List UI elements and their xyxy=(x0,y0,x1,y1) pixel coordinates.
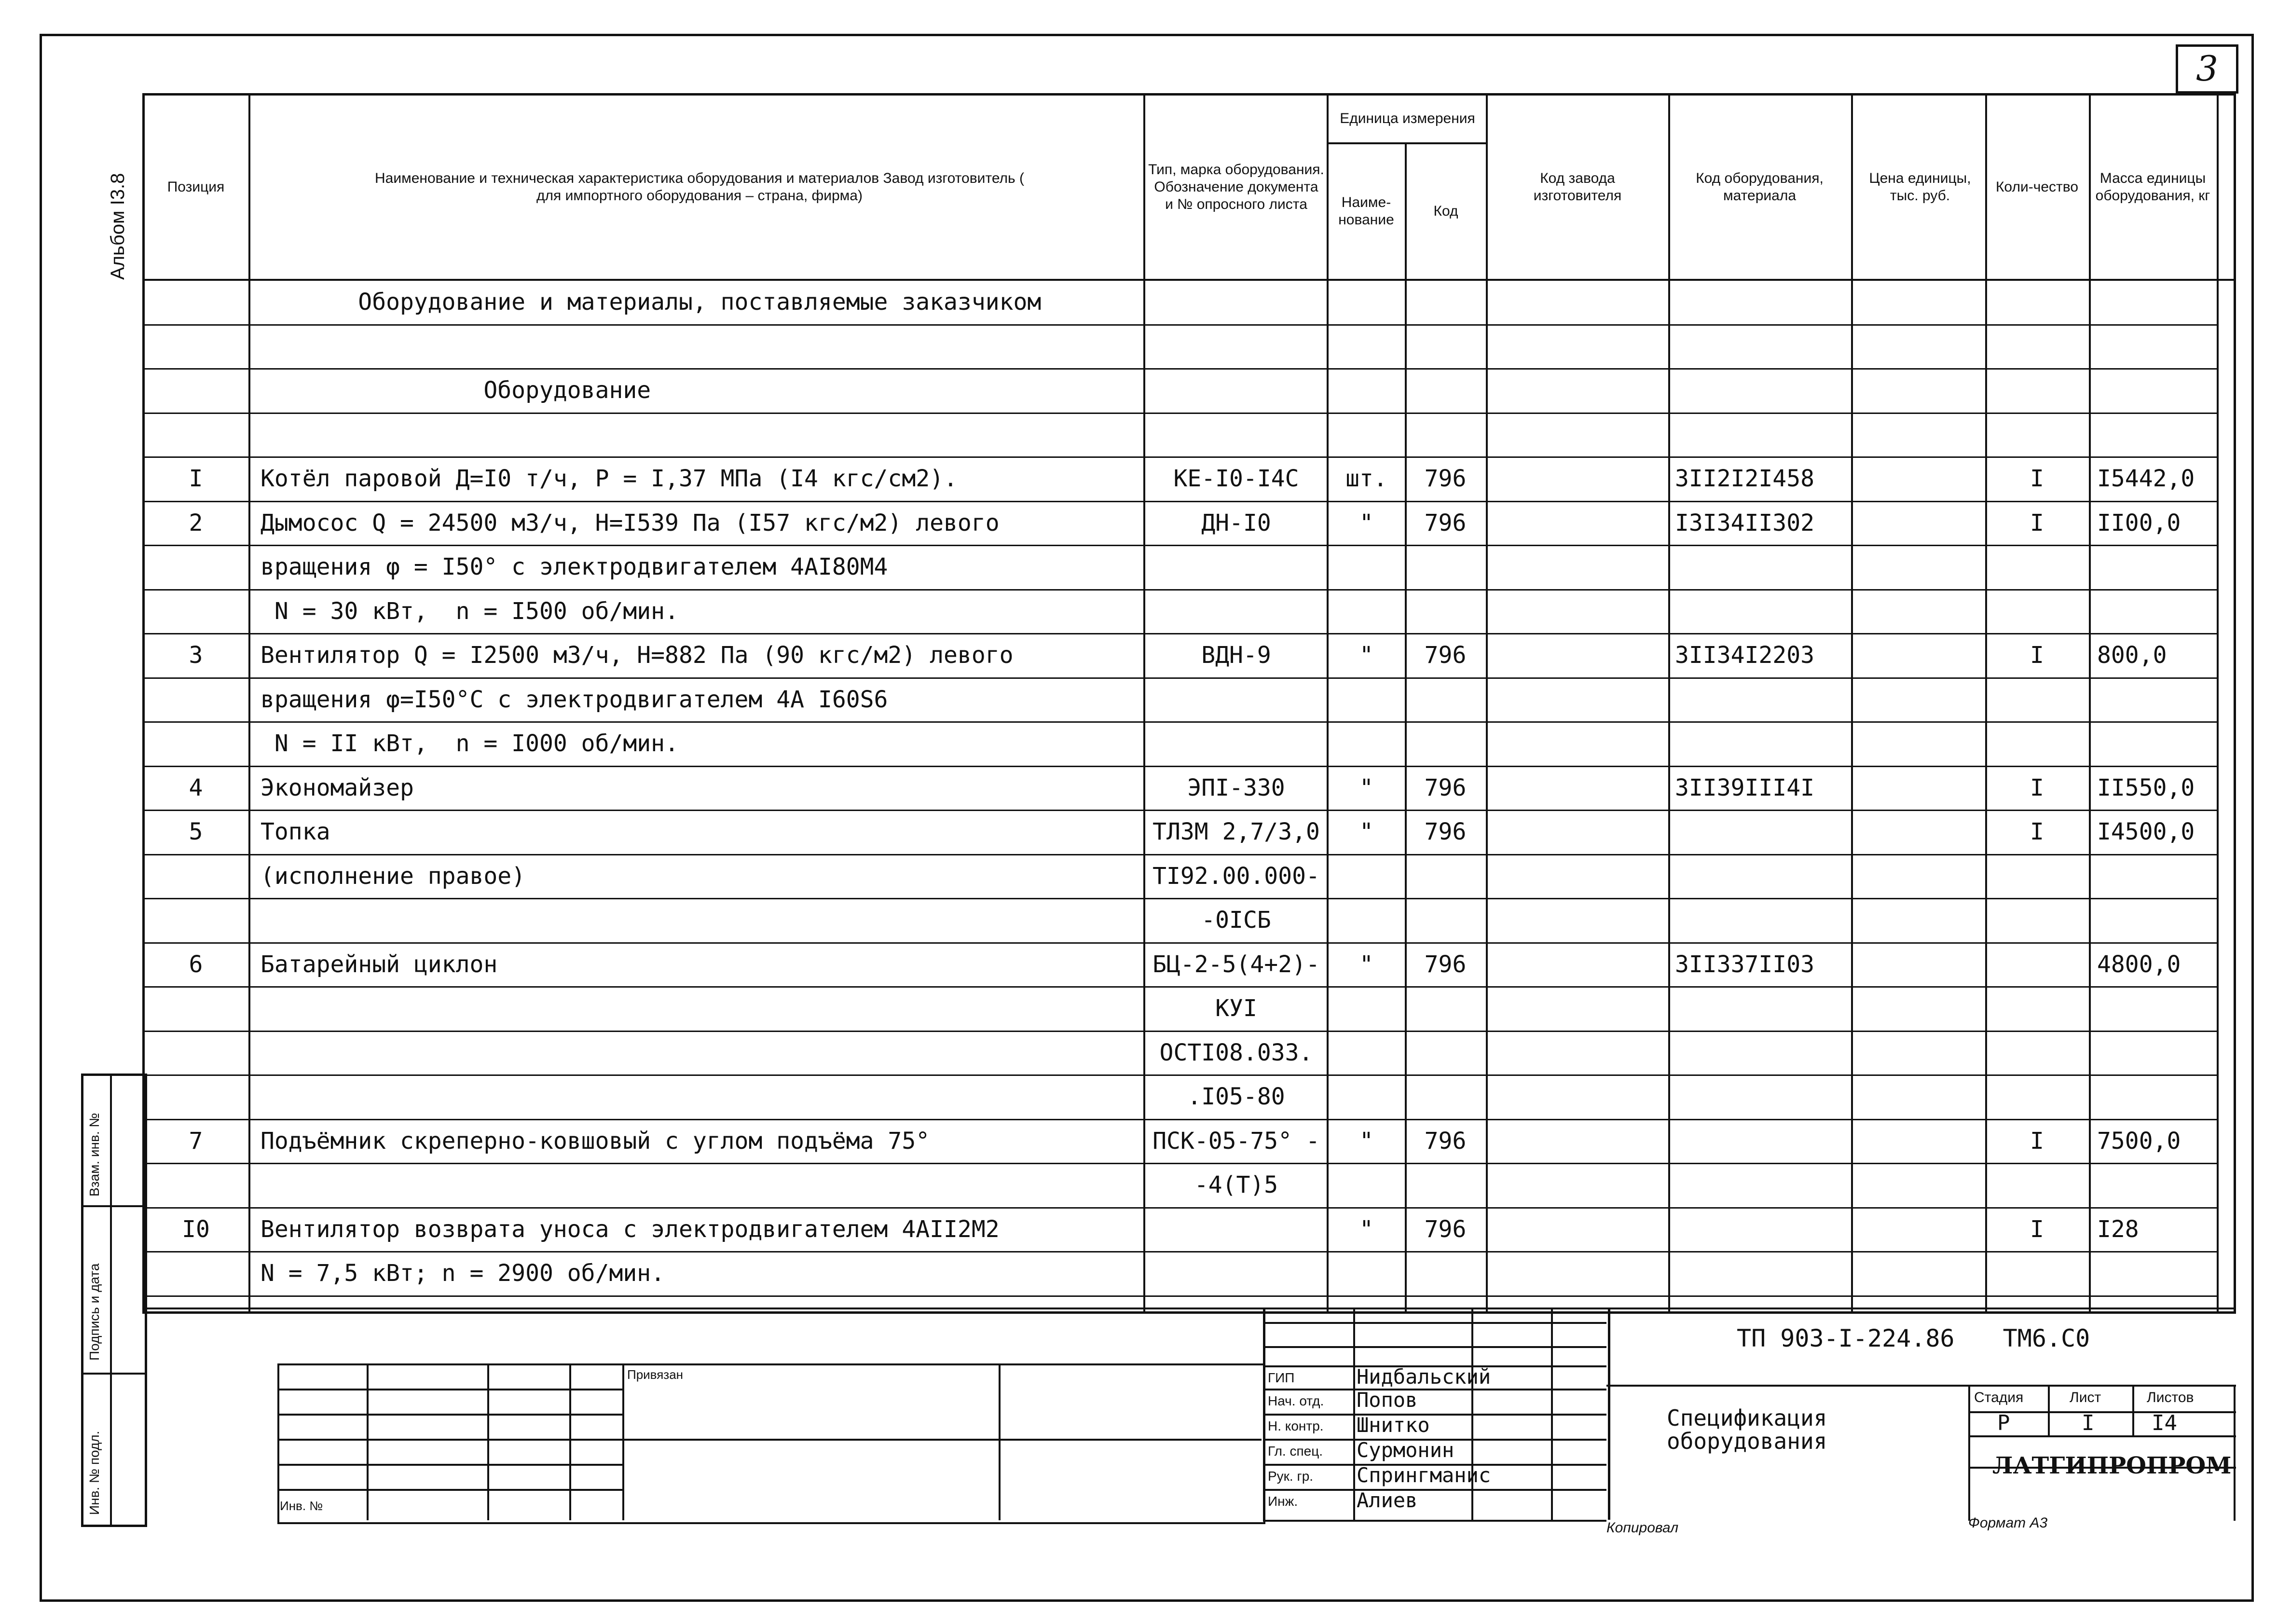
cell-un: " xyxy=(1359,774,1373,801)
stage-label: Стадия xyxy=(1974,1390,2024,1405)
header-unit-code: Код xyxy=(1433,203,1458,219)
cell-type: ОСТI08.033. xyxy=(1159,1039,1313,1066)
cell-type: ПСК-05-75° - xyxy=(1152,1127,1320,1155)
stamp-name: Сурмонин xyxy=(1357,1438,1454,1462)
album-label: Альбом I3.8 xyxy=(107,173,128,280)
revision-block xyxy=(277,1363,1265,1524)
organization: ЛАТГИПРОПРОМ xyxy=(1992,1452,2232,1479)
header-type: Тип, марка оборудования. Обозначение документа и № опросного листа xyxy=(1148,161,1324,212)
doc-title: Спецификация оборудования xyxy=(1667,1405,1827,1454)
stamp-role: ГИП xyxy=(1268,1370,1295,1385)
stamp-name: Спрингманис xyxy=(1357,1463,1491,1487)
privyazan-label: Привязан xyxy=(627,1367,684,1382)
cell-qty: I xyxy=(2030,1215,2044,1243)
cell-un: " xyxy=(1359,1215,1373,1243)
cell-type: ЭПI-330 xyxy=(1187,774,1285,801)
header-unit-name: Наиме-нование xyxy=(1338,194,1394,228)
stamp-name: Попов xyxy=(1357,1388,1418,1412)
doc-suffix: ТМ6.С0 xyxy=(2003,1324,2090,1352)
sheet-value: I xyxy=(2082,1411,2095,1435)
cell-name: Котёл паровой Д=I0 т/ч, Р = I,37 МПа (I4 кгс/см2). xyxy=(261,465,958,492)
header-position: Позиция xyxy=(167,179,225,195)
cell-uc: 796 xyxy=(1424,642,1467,669)
cell-type: КУI xyxy=(1215,995,1257,1022)
cell-type: КЕ-I0-I4С xyxy=(1173,465,1299,492)
cell-mass: II550,0 xyxy=(2097,774,2195,801)
cell-name: вращения φ=I50°С с электродвигателем 4А I60S6 xyxy=(261,686,888,713)
sheet-number: 3 xyxy=(2196,48,2218,89)
cell-qty: I xyxy=(2030,465,2044,492)
cell-uc: 796 xyxy=(1424,509,1467,537)
cell-qty: I xyxy=(2030,818,2044,845)
cell-type: -0IСБ xyxy=(1201,907,1271,934)
cell-mass: I4500,0 xyxy=(2097,818,2195,845)
stamp-name: Нидбальский xyxy=(1357,1365,1491,1389)
format-label: Формат А3 xyxy=(1968,1515,2048,1531)
cell-qty: I xyxy=(2030,509,2044,537)
header-unit: Единица измерения xyxy=(1340,110,1475,126)
cell-mass: I28 xyxy=(2097,1215,2139,1243)
cell-pos: 7 xyxy=(189,1127,203,1155)
cell-name: (исполнение правое) xyxy=(261,862,526,890)
cell-type: ДН-I0 xyxy=(1201,509,1271,537)
header-name: Наименование и техническая характеристика оборудования и материалов Завод изготовитель ( для импортного оборудования – страна, фирма) xyxy=(375,170,1024,204)
cell-pos: 4 xyxy=(189,774,203,801)
cell-mass: 800,0 xyxy=(2097,642,2167,669)
side-stamp-podpis: Подпись и дата xyxy=(87,1263,102,1361)
cell-un: " xyxy=(1359,950,1373,978)
cell-type: ТЛЗМ 2,7/3,0 xyxy=(1152,818,1320,845)
side-stamp-vzam: Взам. инв. № xyxy=(87,1113,102,1197)
cell-name: Экономайзер xyxy=(261,774,414,801)
cell-mass: I5442,0 xyxy=(2097,465,2195,492)
cell-ec: 3II337II03 xyxy=(1675,950,1814,978)
cell-name: N = II кВт, n = I000 об/мин. xyxy=(261,730,679,757)
stamp-role: Инж. xyxy=(1268,1494,1298,1509)
header-mass: Масса единицы оборудования, кг xyxy=(2095,170,2210,204)
cell-mass: 7500,0 xyxy=(2097,1127,2181,1155)
cell-uc: 796 xyxy=(1424,465,1467,492)
cell-name: вращения φ = I50° с электродвигателем 4АI80М4 xyxy=(261,553,888,580)
cell-ec: 3II34I2203 xyxy=(1675,642,1814,669)
cell-name: N = 7,5 кВт; n = 2900 об/мин. xyxy=(261,1260,665,1287)
cell-pos: I xyxy=(189,465,203,492)
cell-type: БЦ-2-5(4+2)- xyxy=(1152,950,1320,978)
cell-mass: II00,0 xyxy=(2097,509,2181,537)
cell-un: " xyxy=(1359,1127,1373,1155)
stamp-role: Рук. гр. xyxy=(1268,1469,1314,1484)
cell-type: -4(Т)5 xyxy=(1194,1171,1278,1198)
cell-un: " xyxy=(1359,642,1373,669)
cell-mass: 4800,0 xyxy=(2097,950,2181,978)
cell-qty: I xyxy=(2030,1127,2044,1155)
cell-name: N = 30 кВт, n = I500 об/мин. xyxy=(261,597,679,625)
sheet-label: Лист xyxy=(2070,1390,2101,1405)
inv-no-label: Инв. № xyxy=(280,1499,323,1513)
cell-uc: 796 xyxy=(1424,818,1467,845)
cell-un: " xyxy=(1359,818,1373,845)
stage-value: Р xyxy=(1997,1411,2010,1435)
stamp-name: Шнитко xyxy=(1357,1413,1430,1437)
cell-pos: 6 xyxy=(189,950,203,978)
stamp-role: Н. контр. xyxy=(1268,1418,1324,1433)
copied-label: Копировал xyxy=(1606,1520,1679,1536)
side-stamp-inv-podl: Инв. № подл. xyxy=(87,1431,102,1515)
cell-pos: 3 xyxy=(189,642,203,669)
sheets-label: Листов xyxy=(2147,1390,2194,1405)
cell-type: ВДН-9 xyxy=(1201,642,1271,669)
cell-pos: I0 xyxy=(182,1215,210,1243)
header-equip-code: Код оборудования, материала xyxy=(1696,170,1824,204)
cell-ec: 3II39III4I xyxy=(1675,774,1814,801)
cell-un: " xyxy=(1359,509,1373,537)
cell-name: Вентилятор Q = I2500 м3/ч, Н=882 Па (90 кгс/м2) левого xyxy=(261,642,1014,669)
stamp-role: Гл. спец. xyxy=(1268,1444,1323,1459)
header-price: Цена единицы, тыс. руб. xyxy=(1869,170,1971,204)
cell-name: Топка xyxy=(261,818,330,845)
cell-name: Оборудование и материалы, поставляемые заказчиком xyxy=(261,289,1042,316)
stamp-name: Алиев xyxy=(1357,1488,1418,1512)
cell-name: Батарейный циклон xyxy=(261,950,498,978)
cell-ec: 3II2I2I458 xyxy=(1675,465,1814,492)
cell-uc: 796 xyxy=(1424,950,1467,978)
header-qty: Коли-чество xyxy=(1995,179,2079,195)
cell-uc: 796 xyxy=(1424,1215,1467,1243)
cell-pos: 5 xyxy=(189,818,203,845)
doc-code-text: ТП 903-I-224.86 xyxy=(1737,1324,1955,1352)
sheets-value: I4 xyxy=(2152,1411,2177,1435)
cell-name: Дымосос Q = 24500 м3/ч, Н=I539 Па (I57 кгс/м2) левого xyxy=(261,509,1000,537)
cell-un: шт. xyxy=(1345,465,1387,492)
header-factory-code: Код завода изготовителя xyxy=(1533,170,1622,204)
cell-type: .I05-80 xyxy=(1187,1083,1285,1110)
cell-name: Вентилятор возврата уноса с электродвигателем 4АII2М2 xyxy=(261,1215,1000,1243)
cell-name: Подъёмник скреперно-ковшовый с углом подъёма 75° xyxy=(261,1127,930,1155)
cell-uc: 796 xyxy=(1424,774,1467,801)
cell-pos: 2 xyxy=(189,509,203,537)
stamp-role: Нач. отд. xyxy=(1268,1393,1324,1408)
cell-ec: I3I34II302 xyxy=(1675,509,1814,537)
cell-type: ТI92.00.000- xyxy=(1152,862,1320,890)
cell-qty: I xyxy=(2030,774,2044,801)
cell-name: Оборудование xyxy=(261,377,651,404)
cell-uc: 796 xyxy=(1424,1127,1467,1155)
cell-qty: I xyxy=(2030,642,2044,669)
doc-code xyxy=(1737,1324,2090,1352)
